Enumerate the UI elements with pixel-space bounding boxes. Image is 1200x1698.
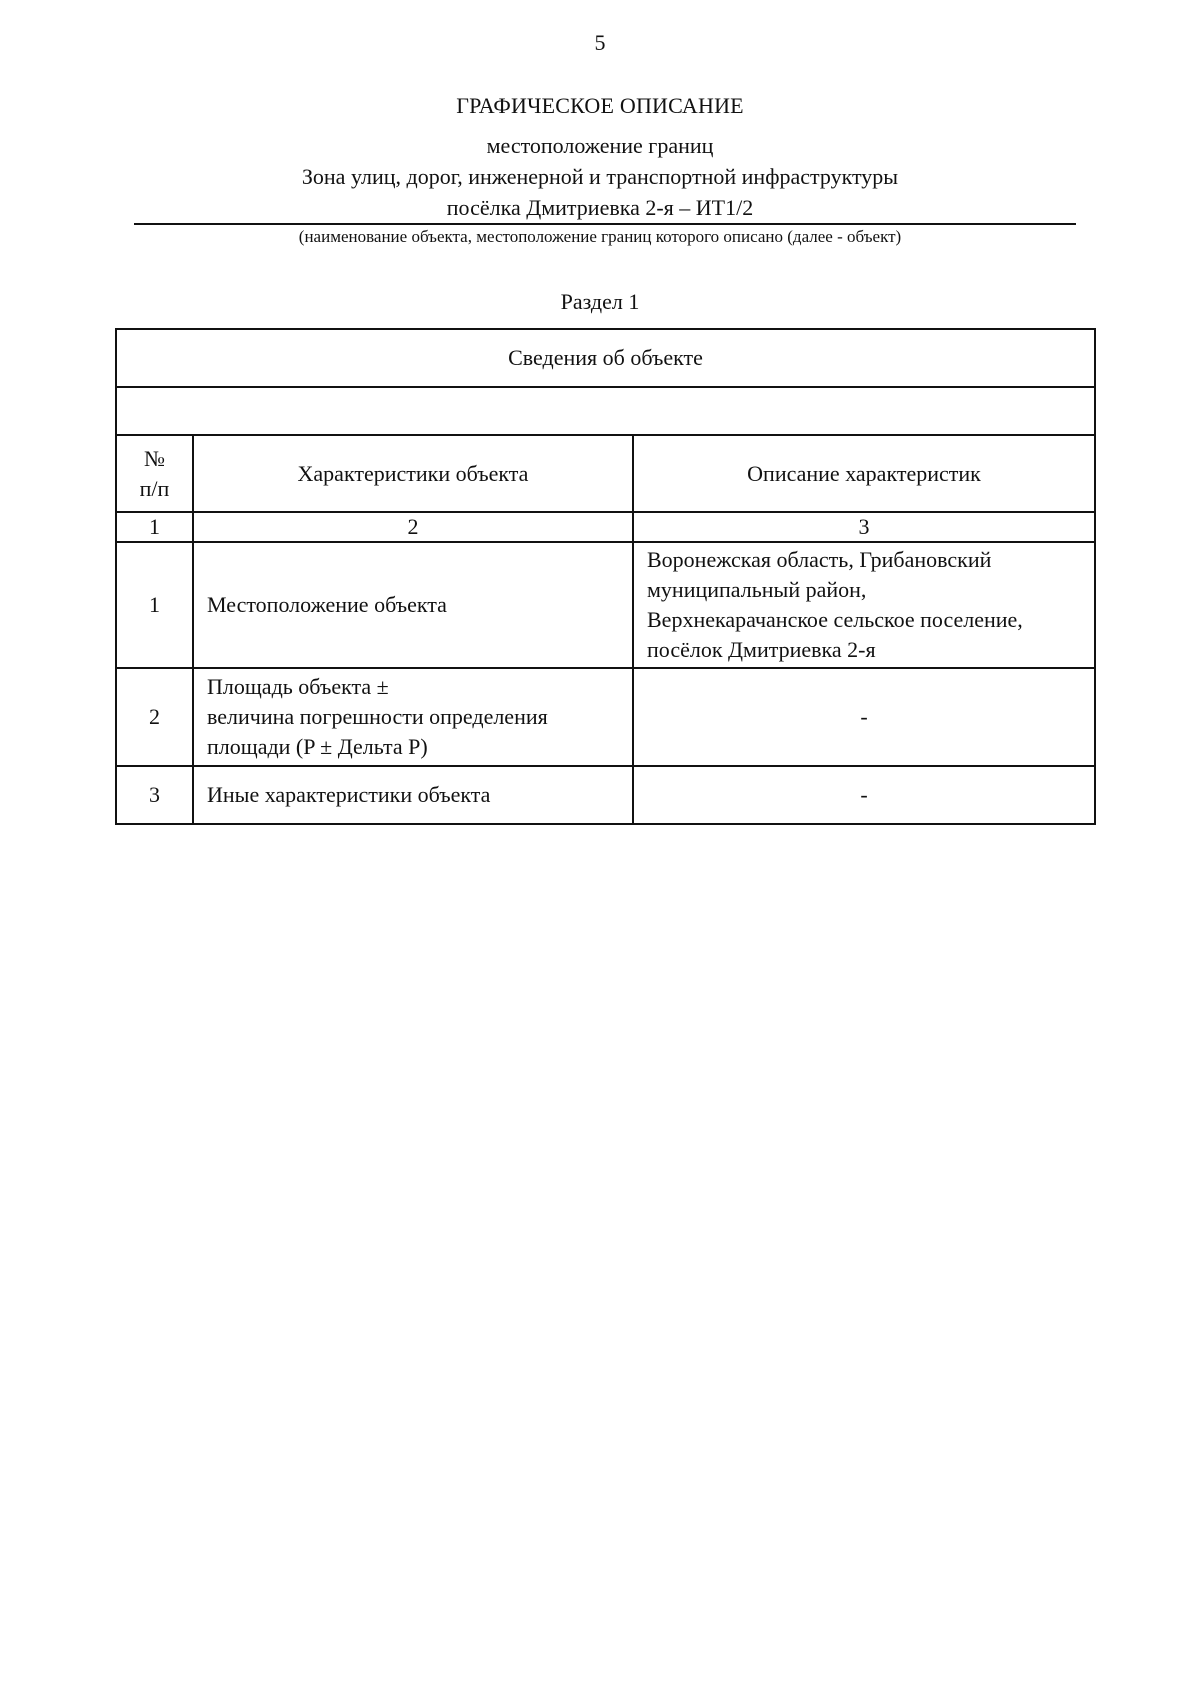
subtitle-line: Зона улиц, дорог, инженерной и транспортной инфраструктуры [301, 164, 899, 189]
row-number: 3 [116, 766, 193, 824]
column-header-characteristics: Характеристики объекта [193, 435, 633, 512]
empty-cell [116, 387, 1095, 435]
document-title: ГРАФИЧЕСКОЕ ОПИСАНИЕ [456, 93, 744, 118]
table-row [116, 766, 1095, 824]
column-header-num [116, 435, 193, 512]
row-description [633, 668, 1095, 766]
subtitle-block [0, 130, 1200, 223]
description-line: - [860, 782, 868, 807]
description-line: посёлок Дмитриевка 2-я [647, 637, 876, 662]
characteristic-line: Площадь объекта ± [207, 674, 389, 699]
row-characteristic [193, 668, 633, 766]
table-row [116, 668, 1095, 766]
subtitle-line: посёлка Дмитриевка 2-я – ИТ1/2 [446, 195, 754, 220]
table-header: Сведения об объекте [116, 329, 1095, 387]
row-description [633, 766, 1095, 824]
description-line: Верхнекарачанское сельское поселение, [647, 607, 1023, 632]
row-description [633, 542, 1095, 668]
row-characteristic [193, 542, 633, 668]
table-header-row [116, 329, 1095, 387]
num-header-line: № [144, 445, 165, 471]
row-number: 2 [116, 668, 193, 766]
characteristic-line: Иные характеристики объекта [207, 782, 491, 807]
column-header-description: Описание характеристик [633, 435, 1095, 512]
characteristic-line: площади (P ± Дельта P) [207, 734, 428, 759]
column-header-row [116, 435, 1095, 512]
characteristic-line: величина погрешности определения [207, 704, 548, 729]
num-header-line: п/п [139, 475, 170, 501]
table-empty-row [116, 387, 1095, 435]
object-info-table [115, 328, 1096, 825]
description-line: - [860, 704, 868, 729]
column-number: 2 [193, 512, 633, 542]
page-number: 5 [594, 30, 606, 55]
object-caption: (наименование объекта, местоположение границ которого описано (далее - объект) [298, 227, 902, 246]
description-line: Воронежская область, Грибановский [647, 547, 992, 572]
column-number: 3 [633, 512, 1095, 542]
characteristic-line: Местоположение объекта [207, 592, 447, 617]
title-underline [134, 223, 1076, 225]
row-number: 1 [116, 542, 193, 668]
description-line: муниципальный район, [647, 577, 867, 602]
column-number-row [116, 512, 1095, 542]
table-row [116, 542, 1095, 668]
subtitle-line: местоположение границ [486, 133, 714, 158]
section-label: Раздел 1 [560, 289, 640, 314]
column-number: 1 [116, 512, 193, 542]
row-characteristic [193, 766, 633, 824]
